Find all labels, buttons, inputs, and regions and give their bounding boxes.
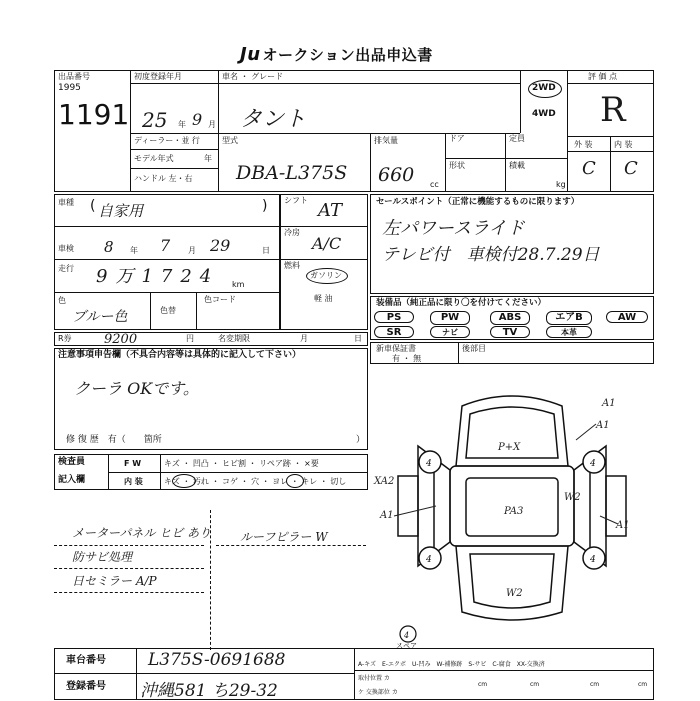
car-damage-diagram <box>370 366 654 650</box>
divider <box>150 292 151 330</box>
ju-logo: Ju <box>240 44 261 65</box>
drive-4wd: 4WD <box>532 109 556 119</box>
bracket-open: ( <box>90 198 96 214</box>
plate-label: 登録番号 <box>66 681 106 692</box>
vehicle-use-value: 自家用 <box>98 202 144 220</box>
mark-front-right: A1 <box>596 420 610 431</box>
divider <box>567 83 654 84</box>
shift-label: シフト <box>284 196 308 205</box>
inspection-month-unit: 月 <box>188 246 196 255</box>
legend-row1: 取付位置 カ <box>358 675 390 682</box>
inspection-day: 29 <box>210 236 231 255</box>
memo-left-1: メーターパネル ヒビ あり <box>72 526 212 540</box>
inspection-label: 車検 <box>58 244 74 253</box>
divider <box>505 133 506 192</box>
recycle-label: R券 <box>58 334 72 343</box>
lot-label: 出品番号 <box>58 72 90 81</box>
shape-label: 形状 <box>449 161 465 170</box>
model-year-unit: 年 <box>204 154 212 163</box>
spare-mark: 4 <box>404 631 410 640</box>
tire-rl-mark: 4 <box>426 555 432 565</box>
legend-unit-4: cm <box>638 681 648 688</box>
fuel-diesel: 軽 油 <box>314 294 333 303</box>
exterior-value: C <box>582 158 596 179</box>
color-value: ブルー色 <box>72 309 128 325</box>
recycle-unit: 円 <box>186 334 194 343</box>
divider <box>108 472 368 473</box>
sales-point-label: セールスポイント（正常に機能するものに限ります） <box>376 197 580 207</box>
repair-label: 修 復 歴 有（ 箇所 <box>66 435 162 445</box>
tire-rr-mark: 4 <box>590 555 596 565</box>
lot-number: 1191 <box>58 98 130 131</box>
fuel-gasoline: ガソリン <box>310 271 342 280</box>
mileage-unit: km <box>232 280 245 289</box>
memo-line <box>54 568 204 569</box>
form-title <box>240 44 433 65</box>
notes-label: 注意事項申告欄（不具合内容等は具体的に記入して下さい） <box>58 350 302 360</box>
mark-left-door: A1 <box>380 510 394 521</box>
divider <box>160 454 161 490</box>
car-name-value: タント <box>240 107 307 132</box>
inspector-row2-text: キズ ・ 汚れ ・ コゲ ・ 穴 ・ ヨレ ・ キレ ・ 切し <box>164 477 347 486</box>
divider <box>445 158 567 159</box>
payload-label: 積載 <box>509 161 525 170</box>
inspector-row1-text: キズ ・ 凹凸 ・ ヒビ割 ・ リペア跡 ・ ×要 <box>164 459 319 468</box>
divider <box>196 292 197 330</box>
fuel-label: 燃料 <box>284 261 300 270</box>
equip-navi[interactable]: ナビ <box>430 326 470 338</box>
chassis-value: L375S-0691688 <box>148 650 286 670</box>
divider <box>567 151 654 152</box>
bracket-close: ) <box>262 198 268 214</box>
equip-aw[interactable]: AW <box>606 311 648 323</box>
equip-leather[interactable]: 本革 <box>546 326 592 338</box>
equip-airbag[interactable]: エアB <box>546 311 592 325</box>
divider <box>280 226 368 227</box>
chassis-label: 車台番号 <box>66 655 106 666</box>
color-label: 色 <box>58 296 66 305</box>
cooling-value: A/C <box>312 234 342 253</box>
legend-text: A-キズ E-エクボ U-凹み W-補修跡 S-サビ C-腐食 XX-交換済 <box>358 661 545 668</box>
form-title-text: オークション出品申込書 <box>262 46 433 64</box>
warranty-label: 新車保証書 <box>376 344 416 353</box>
notes-value: クーラ OKです。 <box>74 379 199 398</box>
inspector-circle-2 <box>286 474 304 488</box>
spare-label: スペア <box>396 642 417 650</box>
color-change-label: 色替 <box>160 306 176 315</box>
divider <box>130 83 520 84</box>
model-year-label: モデル年式 <box>134 154 174 163</box>
registration-month: 9 <box>192 110 203 129</box>
sales-point-line-1: 左パワースライド <box>382 218 525 239</box>
divider <box>130 70 131 192</box>
mark-right-door: A1 <box>616 520 630 531</box>
payload-unit: kg <box>556 180 566 189</box>
divider <box>610 136 611 192</box>
mileage-value: 9万1724 <box>96 266 220 287</box>
mark-front-right-2: A1 <box>602 398 616 409</box>
memo-left-3: 日セミラー A/P <box>72 574 157 588</box>
cooling-label: 冷房 <box>284 228 300 237</box>
rear-inner <box>470 554 554 608</box>
leader-line <box>394 506 436 516</box>
memo-left-2: 防サビ処理 <box>72 550 133 564</box>
displacement-value: 660 <box>378 164 415 186</box>
equipment-label: 装備品（純正品に限り〇を付けてください） <box>376 298 547 308</box>
equip-abs[interactable]: ABS <box>490 311 530 325</box>
inspector-row1-key: F W <box>124 459 142 468</box>
divider <box>567 70 568 192</box>
inspector-row2-key: 内 装 <box>124 477 143 486</box>
warranty-options: 有 ・ 無 <box>392 354 422 363</box>
divider <box>54 226 280 227</box>
divider <box>520 70 521 133</box>
equip-tv[interactable]: TV <box>490 326 530 338</box>
inspection-day-unit: 日 <box>262 246 270 255</box>
divider <box>445 133 446 192</box>
tire-fl-mark: 4 <box>426 459 432 469</box>
registration-label: 初度登録年月 <box>134 72 182 81</box>
displacement-unit: cc <box>430 180 439 189</box>
divider <box>54 259 280 260</box>
divider <box>280 259 368 260</box>
handle-label: ハンドル 左・右 <box>134 174 193 183</box>
legend-unit-2: cm <box>530 681 540 688</box>
divider <box>218 70 219 192</box>
memo-line <box>54 592 204 593</box>
left-mirror-panel <box>398 476 418 536</box>
model-type-label: 型式 <box>222 136 238 145</box>
recycle-value: 9200 <box>104 332 138 347</box>
recycle-row <box>54 332 368 346</box>
repair-close: ） <box>356 435 366 445</box>
equip-sr[interactable]: SR <box>374 326 414 338</box>
divider <box>218 133 520 134</box>
door-label: ドア <box>449 134 465 143</box>
rating-value: R <box>600 90 626 130</box>
mark-left-mirror: XA2 <box>374 476 395 487</box>
divider <box>354 670 654 671</box>
shift-value: AT <box>318 200 343 221</box>
color-code-label: 色コード <box>204 295 236 304</box>
registration-year-unit: 年 <box>178 120 186 129</box>
name-change-day-unit: 日 <box>354 334 362 343</box>
divider <box>130 149 218 150</box>
divider <box>458 342 459 364</box>
rear-label: 後部目 <box>462 344 486 353</box>
inspector-label: 検査員 <box>58 457 86 467</box>
interior-value: C <box>624 158 638 179</box>
registration-year: 25 <box>142 108 168 132</box>
inspector-label-2: 記入欄 <box>58 475 86 485</box>
memo-right: ルーフピラー W <box>240 530 328 544</box>
leader-line <box>576 424 596 440</box>
mark-roof: PA3 <box>504 506 524 517</box>
plate-value: 沖縄581 ち29-32 <box>140 681 278 701</box>
displacement-label: 排気量 <box>374 136 398 145</box>
mark-right-side: W2 <box>564 492 581 503</box>
sales-point-line-2: テレビ付 車検付28.7.29日 <box>382 245 600 265</box>
inspection-year: 8 <box>104 238 114 256</box>
divider <box>130 168 218 169</box>
name-change-month-unit: 月 <box>300 334 308 343</box>
capacity-label: 定員 <box>509 134 525 143</box>
name-change-label: 名変期限 <box>218 334 250 343</box>
equip-pw[interactable]: PW <box>430 311 470 325</box>
interior-label: 内 装 <box>614 140 633 149</box>
divider <box>136 648 137 700</box>
mileage-label: 走行 <box>58 264 74 273</box>
legend-unit-1: cm <box>478 681 488 688</box>
vehicle-use-label: 車種 <box>58 198 74 207</box>
divider <box>130 133 218 134</box>
model-type-value: DBA-L375S <box>236 162 348 184</box>
exterior-label: 外 装 <box>574 140 593 149</box>
legend-unit-3: cm <box>590 681 600 688</box>
memo-line <box>216 545 366 546</box>
mark-rear: W2 <box>506 588 523 599</box>
car-name-label: 車名 ・ グレード <box>222 72 284 81</box>
divider <box>54 292 280 293</box>
tire-fr-mark: 4 <box>590 459 596 469</box>
legend-row2: ケ 交換部位 カ <box>358 689 398 696</box>
registration-month-unit: 月 <box>208 120 216 129</box>
lot-year-code: 1995 <box>58 83 81 93</box>
drive-2wd: 2WD <box>532 83 556 93</box>
mark-hood: P+X <box>498 442 521 453</box>
memo-line <box>54 545 204 546</box>
inspection-month: 7 <box>160 236 171 255</box>
divider <box>54 673 354 674</box>
dealer-label: ディーラー・並 行 <box>134 136 200 145</box>
rating-label: 評 価 点 <box>588 72 618 81</box>
inspection-year-unit: 年 <box>130 246 138 255</box>
divider <box>370 133 371 192</box>
inspector-circle-1 <box>172 474 196 488</box>
divider <box>354 648 355 700</box>
equip-ps[interactable]: PS <box>374 311 414 323</box>
